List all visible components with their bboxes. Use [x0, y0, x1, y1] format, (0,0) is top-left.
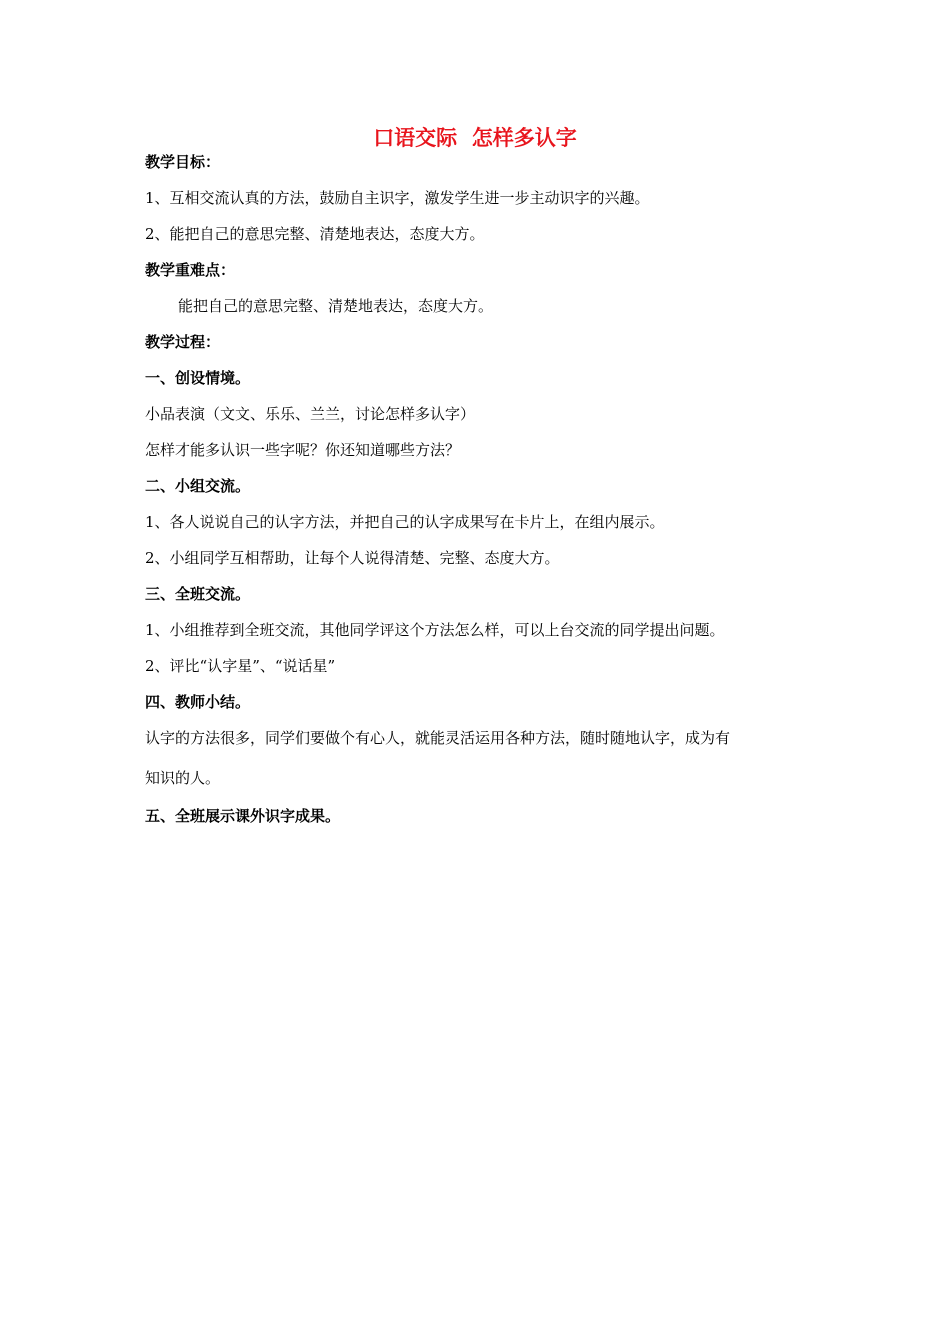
step-1-text-2: 怎样才能多认识一些字呢？你还知道哪些方法？	[145, 441, 461, 459]
step-2-text-1: 1、各人说说自己的认字方法，并把自己的认字成果写在卡片上，在组内展示。	[145, 513, 665, 531]
step-4-text-2: 知识的人。	[145, 769, 221, 787]
objective-2: 2、能把自己的意思完整、清楚地表达，态度大方。	[145, 225, 485, 243]
section-heading-process: 教学过程：	[145, 333, 221, 351]
step-heading-5: 五、全班展示课外识字成果。	[145, 807, 341, 825]
step-heading-2: 二、小组交流。	[145, 477, 251, 495]
objective-1: 1、互相交流认真的方法，鼓励自主识字，激发学生进一步主动识字的兴趣。	[145, 189, 650, 207]
step-1-text-1: 小品表演（文文、乐乐、兰兰，讨论怎样多认字）	[145, 405, 476, 423]
step-heading-4: 四、教师小结。	[145, 693, 251, 711]
step-2-text-2: 2、小组同学互相帮助，让每个人说得清楚、完整、态度大方。	[145, 549, 560, 567]
step-4-text-1: 认字的方法很多，同学们要做个有心人，就能灵活运用各种方法，随时随地认字，成为有	[145, 729, 731, 747]
step-3-text-1: 1、小组推荐到全班交流，其他同学评这个方法怎么样，可以上台交流的同学提出问题。	[145, 621, 725, 639]
step-3-text-2: 2、评比“认字星”、“说话星”	[145, 657, 336, 675]
section-heading-key-points: 教学重难点：	[145, 261, 236, 279]
document-title: 口语交际 怎样多认字	[373, 126, 577, 150]
section-heading-objectives: 教学目标：	[145, 153, 221, 171]
key-point-text: 能把自己的意思完整、清楚地表达，态度大方。	[178, 297, 494, 315]
step-heading-1: 一、创设情境。	[145, 369, 251, 387]
step-heading-3: 三、全班交流。	[145, 585, 251, 603]
